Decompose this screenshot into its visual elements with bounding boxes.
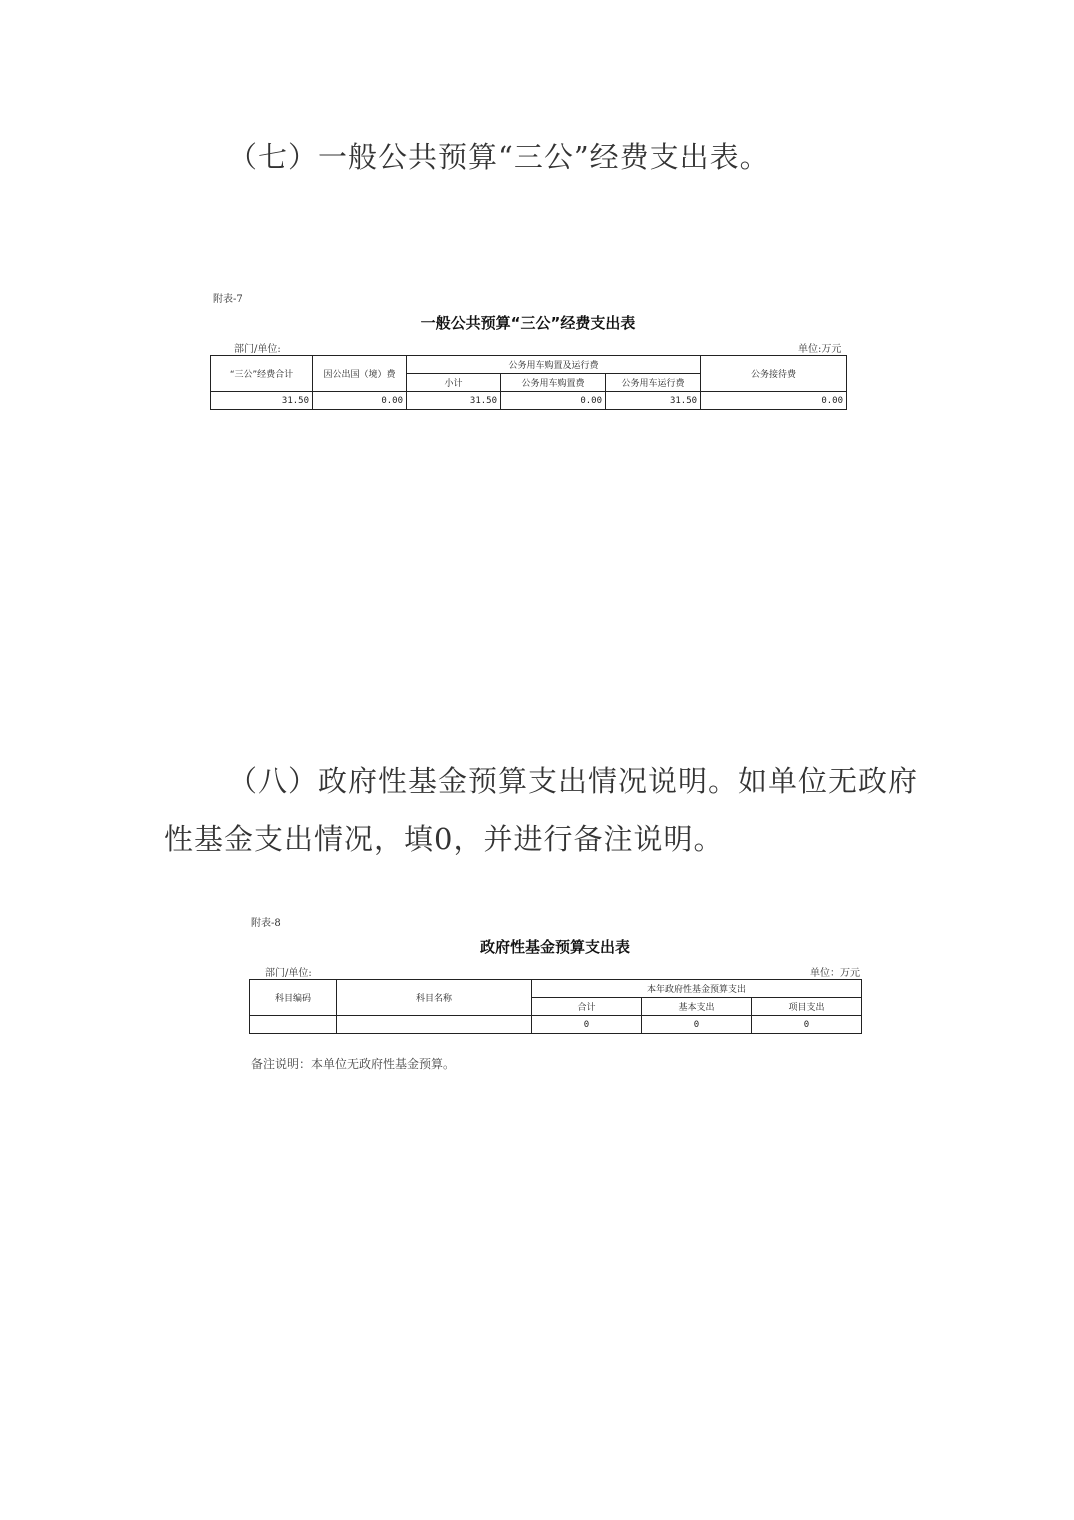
value-reception: 0.00 [701, 392, 847, 410]
attachment-label-8: 附表-8 [251, 918, 281, 929]
section8-heading: （八）政府性基金预算支出情况说明。如单位无政府性基金支出情况，填0，并进行备注说明。 [164, 764, 919, 856]
value-abroad: 0.00 [313, 392, 407, 410]
header-purchase: 公务用车购置费 [501, 374, 606, 392]
table8-title: 政府性基金预算支出表 [479, 938, 630, 956]
section7-heading: （七）一般公共预算“三公”经费支出表。 [228, 140, 770, 174]
header-abroad: 因公出国（境）费 [313, 356, 407, 392]
header-project: 项目支出 [752, 998, 862, 1016]
header-subtotal: 小计 [407, 374, 501, 392]
value-total: 31.50 [211, 392, 313, 410]
value-operation: 31.50 [606, 392, 701, 410]
table7-dept-label: 部门/单位: [234, 344, 281, 355]
attachment-label-7: 附表-7 [213, 294, 243, 305]
value-fund-total: 0 [532, 1016, 642, 1034]
header-name: 科目名称 [337, 980, 532, 1016]
table7-title: 一般公共预算“三公”经费支出表 [420, 314, 636, 332]
section8-note: 备注说明：本单位无政府性基金预算。 [251, 1057, 456, 1071]
header-fund-total: 合计 [532, 998, 642, 1016]
table-row [250, 1016, 862, 1034]
value-project: 0 [752, 1016, 862, 1034]
table7-unit-label: 单位:万元 [798, 344, 842, 355]
header-code: 科目编码 [250, 980, 337, 1016]
header-basic: 基本支出 [642, 998, 752, 1016]
header-operation: 公务用车运行费 [606, 374, 701, 392]
value-code [250, 1016, 337, 1034]
header-vehicle-group: 公务用车购置及运行费 [407, 356, 701, 374]
header-reception: 公务接待费 [701, 356, 847, 392]
value-basic: 0 [642, 1016, 752, 1034]
header-fund-group: 本年政府性基金预算支出 [532, 980, 862, 998]
table8-dept-label: 部门/单位: [265, 968, 312, 979]
value-subtotal: 31.50 [407, 392, 501, 410]
table8-unit-label: 单位：万元 [810, 968, 860, 979]
header-total: “三公”经费合计 [211, 356, 313, 392]
government-fund-table [249, 979, 862, 1034]
value-name [337, 1016, 532, 1034]
value-purchase: 0.00 [501, 392, 606, 410]
table-row [211, 392, 847, 410]
three-public-expense-table [210, 355, 847, 410]
